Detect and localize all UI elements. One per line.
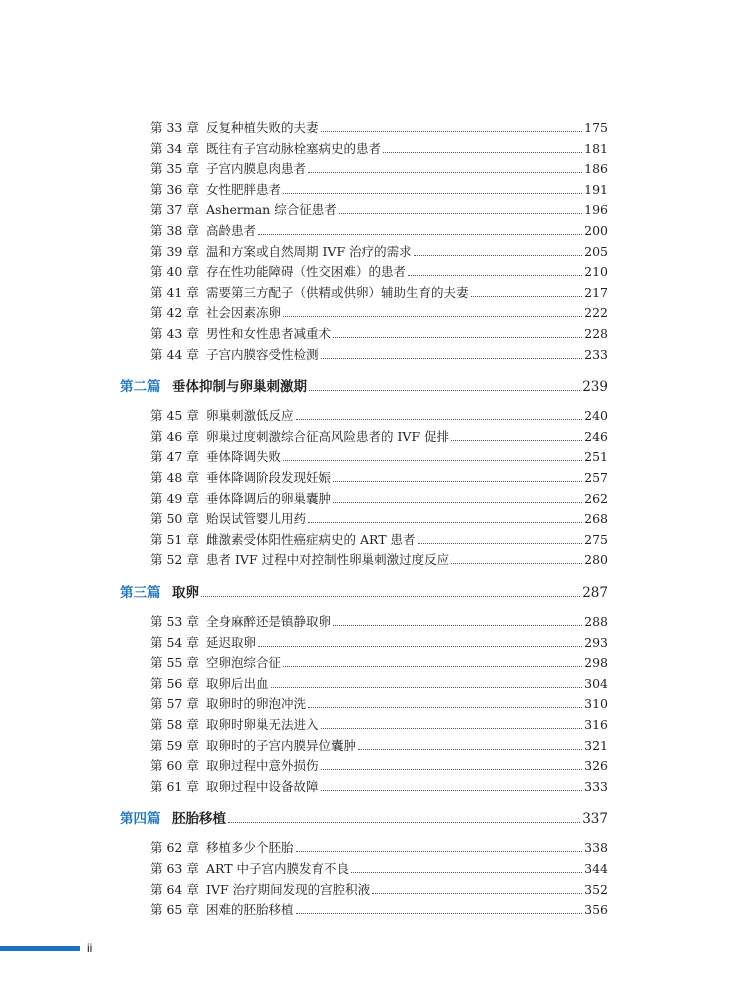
toc-chapter-entry (150, 425, 608, 445)
chapter-page: 257 (584, 470, 608, 485)
chapter-number: 第 53 章 (150, 614, 199, 629)
chapter-page: 310 (584, 696, 608, 712)
chapter-number: 第 44 章 (150, 346, 199, 362)
chapter-page: 275 (584, 531, 608, 547)
chapter-page: 326 (584, 758, 608, 774)
part-page: 239 (582, 379, 608, 396)
dot-leader (271, 687, 583, 688)
part-number: 第二篇 (120, 379, 161, 396)
toc-chapter-entry (150, 857, 608, 877)
chapter-title: 垂体降调阶段发现妊娠 (206, 470, 332, 485)
dot-leader (372, 893, 582, 894)
chapter-page: 251 (584, 449, 608, 465)
toc-chapter-entry (150, 157, 608, 177)
dot-leader (283, 193, 582, 194)
part-page: 287 (582, 585, 608, 601)
dot-leader (414, 255, 583, 256)
dot-leader (333, 481, 582, 482)
dot-leader (308, 522, 582, 523)
chapter-title: 取卵时的卵泡冲洗 (206, 696, 307, 712)
toc-chapter-entry (150, 137, 608, 157)
chapter-page: 333 (584, 778, 608, 794)
chapter-number: 第 50 章 (150, 511, 199, 527)
chapter-number: 第 37 章 (150, 202, 199, 218)
toc-chapter-entry (150, 754, 608, 774)
dot-leader (451, 440, 582, 441)
chapter-number: 第 41 章 (150, 284, 199, 300)
chapter-page: 217 (584, 284, 608, 300)
chapter-number: 第 45 章 (150, 408, 199, 424)
chapter-page: 228 (584, 326, 608, 341)
chapter-page: 352 (584, 881, 608, 897)
part-number: 第三篇 (120, 585, 161, 601)
dot-leader (418, 543, 583, 544)
chapter-title: 高龄患者 (206, 223, 257, 238)
dot-leader (451, 563, 582, 564)
dot-leader (333, 337, 582, 338)
chapter-number: 第 54 章 (150, 634, 199, 650)
dot-leader (296, 419, 583, 420)
toc-chapter-entry (150, 301, 608, 321)
chapter-page: 246 (584, 428, 608, 444)
chapter-title: Asherman 综合征患者 (206, 202, 337, 218)
chapter-page: 298 (584, 655, 608, 671)
dot-leader (339, 213, 582, 214)
chapter-page: 304 (584, 675, 608, 691)
chapter-title: ART 中子宫内膜发育不良 (206, 861, 350, 876)
chapter-page: 181 (584, 140, 608, 156)
toc-chapter-entry (150, 343, 608, 363)
chapter-number: 第 60 章 (150, 758, 199, 774)
chapter-page: 356 (584, 902, 608, 918)
chapter-page: 321 (584, 737, 608, 753)
toc-chapter-entry (150, 713, 608, 733)
toc-chapter-entry (150, 672, 608, 692)
chapter-number: 第 43 章 (150, 326, 199, 341)
toc-chapter-entry (150, 178, 608, 198)
toc-chapter-entry (150, 404, 608, 424)
chapter-title: 取卵时卵巢无法进入 (206, 717, 319, 732)
chapter-title: 卵巢过度刺激综合征高风险患者的 IVF 促排 (206, 428, 450, 444)
chapter-title: 全身麻醉还是镇静取卵 (206, 614, 332, 629)
toc-chapter-entry (150, 198, 608, 218)
dot-leader (358, 749, 582, 750)
dot-leader (321, 790, 583, 791)
chapter-number: 第 52 章 (150, 552, 199, 568)
chapter-title: 取卵过程中设备故障 (206, 778, 319, 794)
page-number: ii (87, 941, 93, 955)
dot-leader (283, 316, 582, 317)
chapter-number: 第 47 章 (150, 449, 199, 465)
toc-chapter-entry (150, 775, 608, 795)
chapter-page: 186 (584, 161, 608, 177)
chapter-number: 第 38 章 (150, 223, 199, 238)
chapter-number: 第 42 章 (150, 305, 199, 321)
chapter-page: 200 (584, 223, 608, 238)
chapter-title: 男性和女性患者减重术 (206, 326, 332, 341)
dot-leader (258, 234, 582, 235)
toc-chapter-entry (150, 548, 608, 568)
toc-chapter-entry (150, 219, 608, 239)
chapter-title: 垂体降调后的卵巢囊肿 (206, 490, 332, 506)
chapter-page: 240 (584, 408, 608, 424)
chapter-title: 女性肥胖患者 (206, 181, 282, 197)
dot-leader (309, 390, 580, 391)
chapter-number: 第 58 章 (150, 717, 199, 732)
toc-part-heading (120, 374, 608, 396)
dot-leader (383, 152, 582, 153)
toc-chapter-entry (150, 878, 608, 898)
chapter-title: 社会因素冻卵 (206, 305, 282, 321)
chapter-number: 第 40 章 (150, 264, 199, 280)
dot-leader (321, 358, 583, 359)
chapter-number: 第 64 章 (150, 881, 199, 897)
chapter-title: 困难的胚胎移植 (206, 902, 294, 918)
toc-chapter-entry (150, 528, 608, 548)
chapter-title: 既往有子宫动脉栓塞病史的患者 (206, 140, 382, 156)
chapter-page: 338 (584, 840, 608, 856)
dot-leader (333, 502, 582, 503)
dot-leader (296, 913, 583, 914)
toc-chapter-entry (150, 487, 608, 507)
dot-leader (308, 707, 582, 708)
chapter-title: 患者 IVF 过程中对控制性卵巢刺激过度反应 (206, 552, 450, 568)
chapter-title: 贻误试管婴儿用药 (206, 511, 307, 527)
chapter-number: 第 57 章 (150, 696, 199, 712)
chapter-page: 344 (584, 861, 608, 876)
chapter-title: 雌激素受体阳性癌症病史的 ART 患者 (206, 531, 416, 547)
footer-accent-bar (0, 946, 80, 951)
chapter-page: 205 (584, 243, 608, 259)
dot-leader (321, 769, 583, 770)
chapter-title: 移植多少个胚胎 (206, 840, 294, 856)
chapter-number: 第 63 章 (150, 861, 199, 876)
chapter-page: 262 (584, 490, 608, 506)
chapter-page: 196 (584, 202, 608, 218)
toc-chapter-entry (150, 898, 608, 918)
dot-leader (283, 460, 582, 461)
dot-leader (308, 172, 582, 173)
toc-chapter-entry (150, 116, 608, 136)
toc-chapter-entry (150, 631, 608, 651)
chapter-title: 延迟取卵 (206, 634, 257, 650)
toc-part-heading (120, 806, 608, 828)
toc-part-heading (120, 580, 608, 602)
dot-leader (283, 666, 582, 667)
chapter-number: 第 49 章 (150, 490, 199, 506)
dot-leader (471, 296, 583, 297)
chapter-title: 空卵泡综合征 (206, 655, 282, 671)
chapter-number: 第 34 章 (150, 140, 199, 156)
chapter-number: 第 33 章 (150, 120, 199, 135)
chapter-page: 233 (584, 346, 608, 362)
toc-chapter-entry (150, 260, 608, 280)
dot-leader (201, 596, 580, 597)
chapter-title: 取卵后出血 (206, 675, 269, 691)
toc-chapter-entry (150, 445, 608, 465)
toc-chapter-entry (150, 322, 608, 342)
chapter-title: 子宫内膜息肉患者 (206, 161, 307, 177)
part-title: 垂体抑制与卵巢刺激期 (172, 379, 307, 396)
chapter-number: 第 48 章 (150, 470, 199, 485)
chapter-title: 取卵时的子宫内膜异位囊肿 (206, 737, 357, 753)
toc-chapter-entry (150, 692, 608, 712)
part-title: 胚胎移植 (172, 811, 226, 828)
toc-chapter-entry (150, 240, 608, 260)
chapter-number: 第 55 章 (150, 655, 199, 671)
chapter-title: 取卵过程中意外损伤 (206, 758, 319, 774)
chapter-title: 温和方案或自然周期 IVF 治疗的需求 (206, 243, 412, 259)
dot-leader (408, 275, 582, 276)
chapter-number: 第 36 章 (150, 181, 199, 197)
dot-leader (333, 625, 582, 626)
chapter-title: 需要第三方配子（供精或供卵）辅助生育的夫妻 (206, 284, 469, 300)
chapter-number: 第 35 章 (150, 161, 199, 177)
chapter-title: 卵巢刺激低反应 (206, 408, 294, 424)
chapter-number: 第 56 章 (150, 675, 199, 691)
chapter-number: 第 61 章 (150, 778, 199, 794)
chapter-page: 293 (584, 634, 608, 650)
chapter-page: 280 (584, 552, 608, 568)
chapter-title: 存在性功能障碍（性交困难）的患者 (206, 264, 407, 280)
chapter-number: 第 62 章 (150, 840, 199, 856)
chapter-page: 222 (584, 305, 608, 321)
chapter-title: 子宫内膜容受性检测 (206, 346, 319, 362)
chapter-number: 第 46 章 (150, 428, 199, 444)
chapter-page: 191 (584, 181, 608, 197)
part-number: 第四篇 (120, 811, 161, 828)
part-page: 337 (582, 811, 608, 828)
chapter-page: 175 (584, 120, 608, 135)
chapter-number: 第 59 章 (150, 737, 199, 753)
chapter-page: 316 (584, 717, 608, 732)
dot-leader (258, 646, 582, 647)
part-title: 取卵 (172, 585, 199, 601)
chapter-title: 反复种植失败的夫妻 (206, 120, 319, 135)
toc-chapter-entry (150, 610, 608, 630)
dot-leader (351, 872, 582, 873)
dot-leader (321, 728, 583, 729)
toc-chapter-entry (150, 734, 608, 754)
chapter-number: 第 51 章 (150, 531, 199, 547)
chapter-title: IVF 治疗期间发现的宫腔积液 (206, 881, 371, 897)
toc-chapter-entry (150, 651, 608, 671)
chapter-page: 210 (584, 264, 608, 280)
toc-chapter-entry (150, 281, 608, 301)
chapter-title: 垂体降调失败 (206, 449, 282, 465)
dot-leader (321, 131, 583, 132)
toc-chapter-entry (150, 507, 608, 527)
chapter-page: 288 (584, 614, 608, 629)
chapter-page: 268 (584, 511, 608, 527)
chapter-number: 第 39 章 (150, 243, 199, 259)
dot-leader (228, 822, 580, 823)
dot-leader (296, 851, 583, 852)
chapter-number: 第 65 章 (150, 902, 199, 918)
toc-chapter-entry (150, 466, 608, 486)
toc-chapter-entry (150, 836, 608, 856)
